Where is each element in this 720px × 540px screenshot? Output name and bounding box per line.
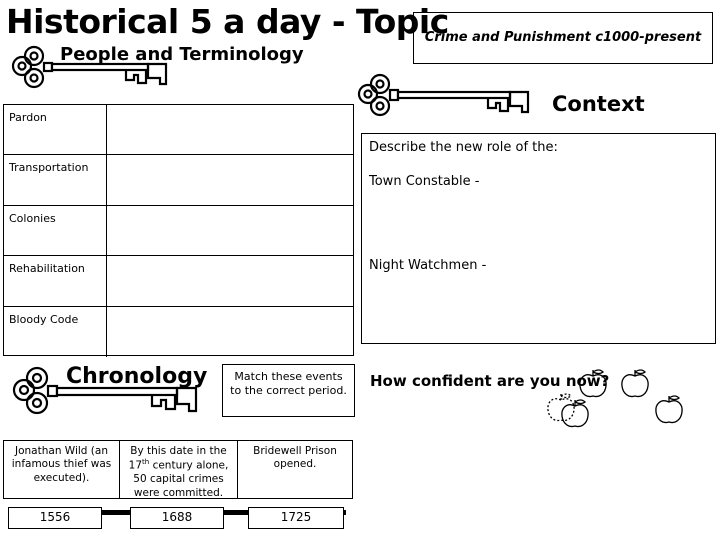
term-answer-field[interactable] [108,155,353,204]
term-label: Bloody Code [4,307,107,357]
chronology-heading: Chronology [66,364,208,389]
key-icon [352,74,542,124]
apple-icon[interactable] [545,366,695,440]
term-answer-field[interactable] [108,307,353,357]
term-label: Rehabilitation [4,256,107,305]
event-text: By this date in the 17 [128,445,227,472]
context-item-town-constable: Town Constable - [369,174,480,189]
match-instruction [222,364,355,417]
event-text: century alone, 50 capital crimes were committed. [133,459,229,499]
context-answer-box[interactable] [361,133,716,344]
match-instruction-text: Match these events to the correct period. [230,370,347,398]
term-row [4,256,353,306]
timeline-date[interactable]: 1725 [248,507,344,529]
context-prompt: Describe the new role of the: [369,140,558,155]
term-answer-field[interactable] [108,256,353,305]
term-label: Colonies [4,206,107,255]
term-row [4,206,353,256]
ordinal-suffix: th [142,458,150,467]
term-label: Transportation [4,155,107,204]
event-card-bridewell-prison[interactable] [238,441,352,498]
events-row [3,440,353,499]
term-answer-field[interactable] [108,105,353,154]
event-text: Bridewell Prison opened. [253,445,337,471]
page-title: Historical 5 a day - Topic [6,2,449,41]
term-answer-field[interactable] [108,206,353,255]
topic-box [413,12,713,64]
section-subtitle: People and Terminology [60,44,304,65]
timeline-date[interactable]: 1556 [8,507,102,529]
context-item-night-watchmen: Night Watchmen - [369,258,487,273]
topic-label: Crime and Punishment c1000-present [424,30,702,46]
term-row [4,105,353,155]
confidence-label: How confident are you now? [370,372,610,390]
term-row [4,307,353,357]
event-text: Jonathan Wild (an infamous thief was executed). [11,445,112,484]
context-heading: Context [552,92,645,116]
event-card-capital-crimes[interactable] [120,441,238,498]
term-row [4,155,353,205]
event-card-jonathan-wild[interactable] [4,441,120,498]
terminology-table [3,104,354,356]
term-label: Pardon [4,105,107,154]
timeline-date[interactable]: 1688 [130,507,224,529]
